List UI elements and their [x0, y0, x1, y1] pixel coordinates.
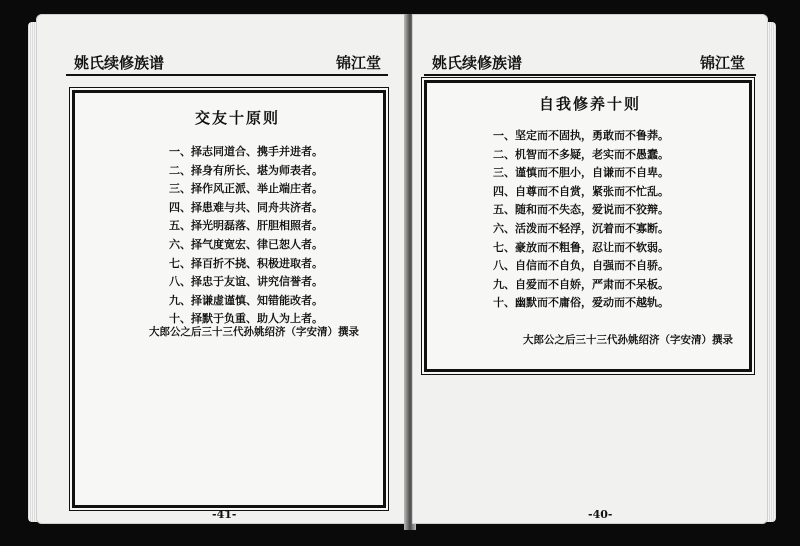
list-item: 十、幽默而不庸俗，爱动而不越轨。 — [493, 296, 669, 310]
list-item: 四、择患难与共、同舟共济者。 — [169, 200, 323, 214]
list-item: 九、择谦虚谨慎、知错能改者。 — [169, 293, 323, 307]
list-item: 八、自信而不自负，自强而不自骄。 — [493, 259, 669, 273]
right-page-number: -40- — [588, 508, 613, 521]
right-page — [412, 14, 768, 524]
list-item: 六、活泼而不轻浮，沉着而不寡断。 — [493, 221, 669, 235]
left-page-number: -41- — [212, 508, 237, 521]
right-precepts-list — [493, 127, 669, 313]
right-header-hall: 锦江堂 — [700, 54, 746, 72]
right-content-frame — [424, 80, 752, 372]
list-item: 七、择百折不挠、积极进取者。 — [169, 256, 323, 270]
list-item: 二、择身有所长、堪为师表者。 — [169, 163, 323, 177]
list-item: 八、择忠于友谊、讲究信誉者。 — [169, 275, 323, 289]
left-header-title: 姚氏续修族谱 — [74, 54, 165, 72]
open-book — [28, 14, 776, 532]
left-principles-list — [169, 143, 323, 329]
list-item: 一、坚定而不固执，勇敢而不鲁莽。 — [493, 129, 669, 142]
list-item: 五、择光明磊落、肝胆相照者。 — [169, 219, 323, 233]
list-item: 三、择作风正派、举止端庄者。 — [169, 182, 323, 196]
left-header-rule — [66, 74, 388, 76]
list-item: 五、随和而不失态，爱说而不狡辩。 — [493, 203, 669, 217]
left-header-hall: 锦江堂 — [336, 54, 382, 72]
list-item: 九、自爱而不自娇，严肃而不呆板。 — [493, 277, 669, 291]
list-item: 一、择志同道合、携手并进者。 — [169, 145, 323, 158]
list-item: 四、自尊而不自赏，紧张而不忙乱。 — [493, 184, 669, 198]
list-item: 六、择气度宽宏、律已恕人者。 — [169, 237, 323, 251]
left-page — [36, 14, 408, 524]
right-page-title: 自我修养十则 — [539, 95, 642, 113]
right-header-title: 姚氏续修族谱 — [432, 54, 523, 72]
list-item: 七、豪放而不粗鲁，忍让而不软弱。 — [493, 240, 669, 254]
left-credit: 大郎公之后三十三代孙姚绍济（字安清）撰录 — [149, 326, 359, 338]
list-item: 三、谨慎而不胆小，自谦而不自卑。 — [493, 166, 669, 180]
list-item: 十、择默于负重、助人为上者。 — [169, 312, 323, 326]
right-credit: 大郎公之后三十三代孙姚绍济（字安清）撰录 — [523, 334, 733, 346]
right-header-rule — [424, 74, 756, 76]
list-item: 二、机智而不多疑，老实而不愚蠢。 — [493, 147, 669, 161]
left-page-title: 交友十原则 — [195, 109, 281, 127]
left-content-frame — [72, 90, 386, 508]
